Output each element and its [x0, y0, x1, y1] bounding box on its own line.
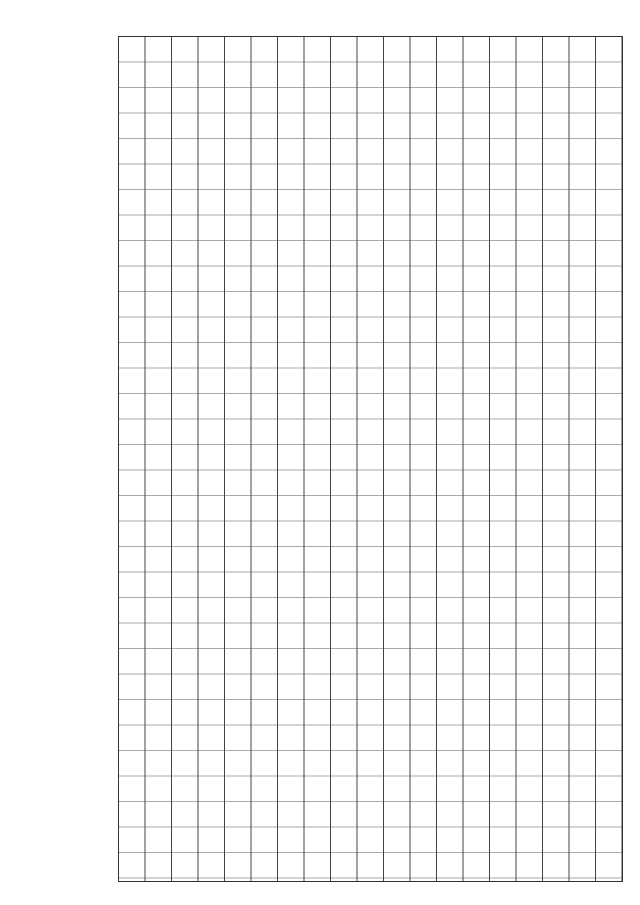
rotated-table [118, 36, 623, 882]
